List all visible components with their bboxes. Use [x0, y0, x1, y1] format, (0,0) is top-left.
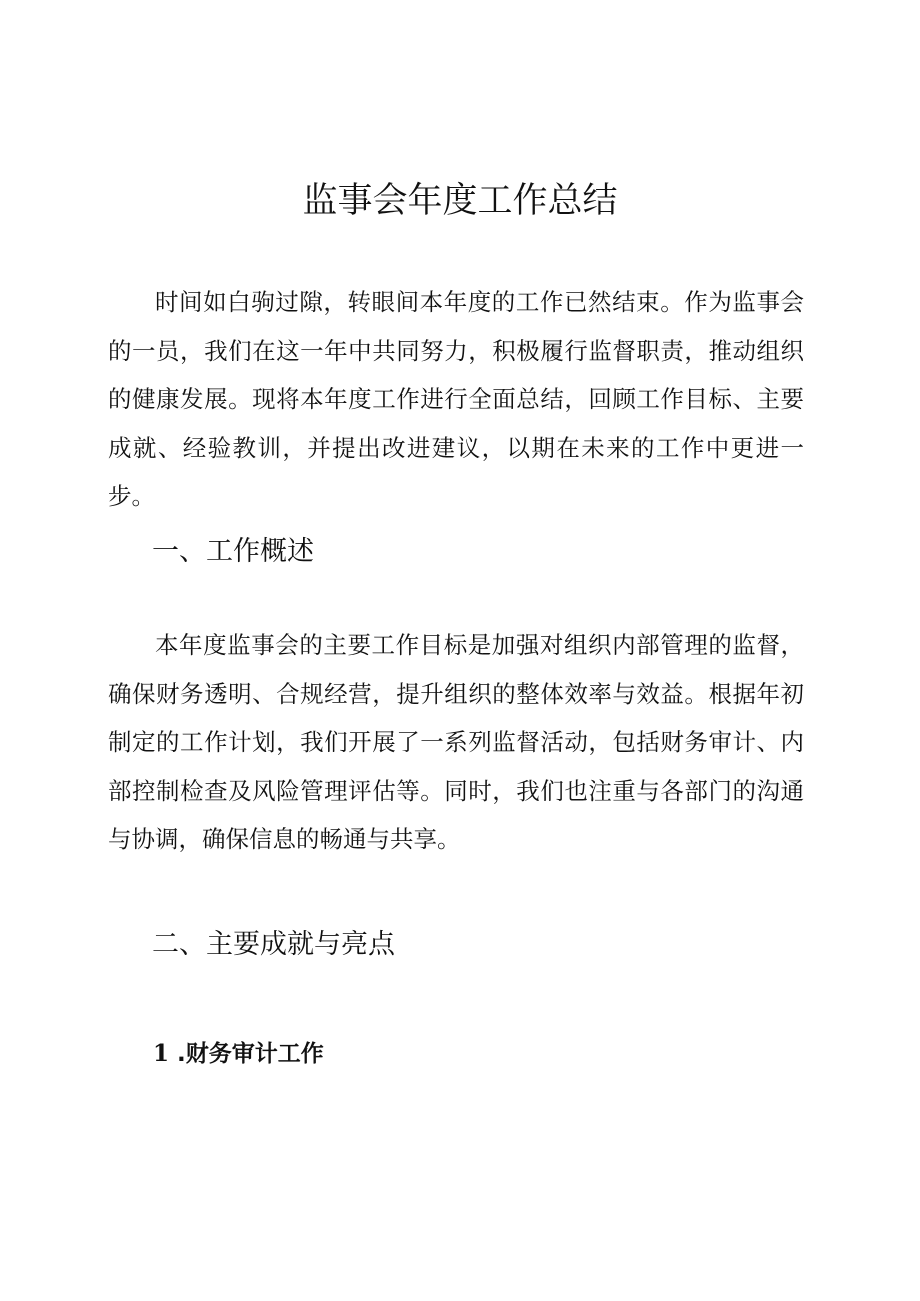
subsection-heading-financial-audit: [153, 1036, 324, 1072]
subsection-label: .财务审计工作: [177, 1041, 324, 1067]
section-heading-achievements: 二、主要成就与亮点: [152, 929, 395, 960]
subsection-number: 1: [153, 1040, 170, 1067]
document-title: 监事会年度工作总结: [302, 181, 618, 221]
intro-paragraph: 时间如白驹过隙，转眼间本年度的工作已然结束。作为监事会的一员，我们在这一年中共同努力，积极履行监督职责，推动组织的健康发展。现将本年度工作进行全面总结，回顾工作目标、主要成就、经验教训，并提出改进建议，以期在未来的工作中更进一步。: [108, 288, 804, 511]
section-heading-overview: 一、工作概述: [152, 536, 314, 567]
overview-paragraph: 本年度监事会的主要工作目标是加强对组织内部管理的监督，确保财务透明、合规经营，提升组织的整体效率与效益。根据年初制定的工作计划，我们开展了一系列监督活动，包括财务审计、内部控制检查及风险管理评估等。同时，我们也注重与各部门的沟通与协调，确保信息的畅通与共享。: [108, 631, 804, 854]
